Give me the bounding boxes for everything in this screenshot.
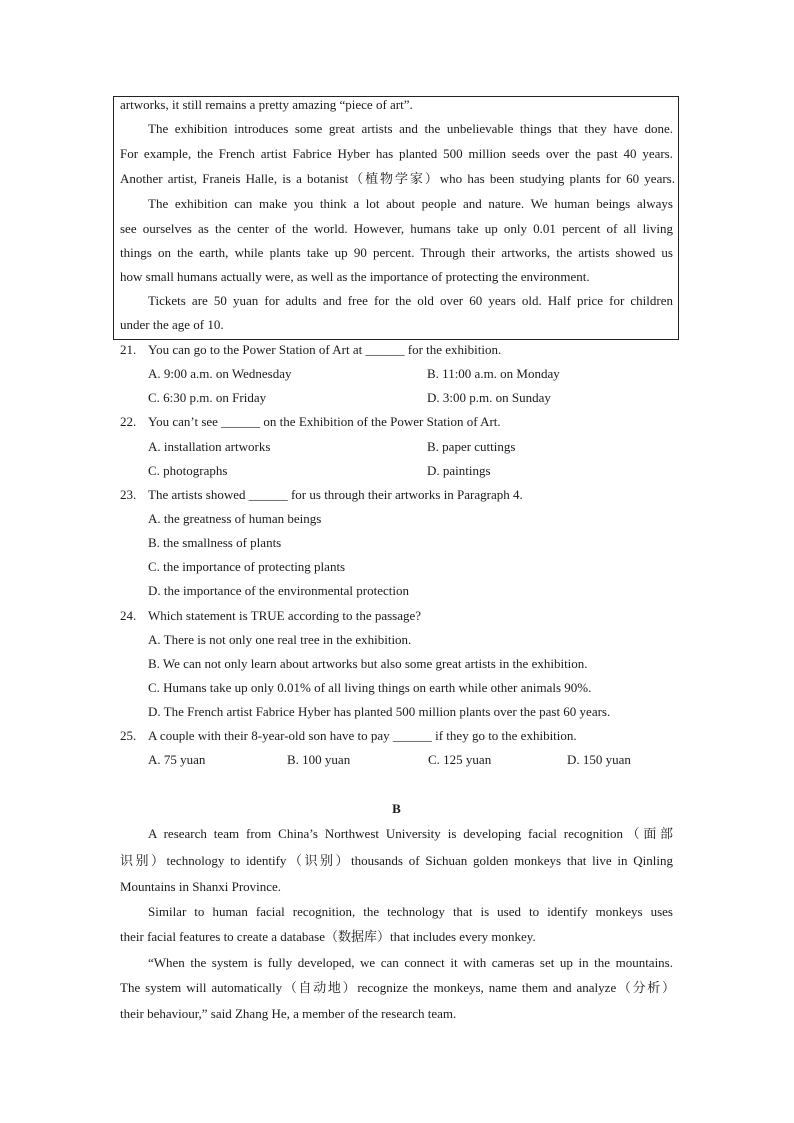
section-heading: B [392, 801, 401, 816]
option: A. 9:00 a.m. on Wednesday [148, 366, 292, 381]
option: B. 100 yuan [287, 752, 351, 767]
option: B. the smallness of plants [148, 535, 282, 550]
question-stem: A couple with their 8-year-old son have to pay ______ if they go to the exhibition. [148, 728, 577, 743]
question-number: 21. [120, 342, 137, 357]
option: D. paintings [427, 463, 491, 478]
passage-line: see ourselves as the center of the world. However, humans take up only 0.01 percent of all living [120, 221, 673, 236]
question-stem: Which statement is TRUE according to the passage? [148, 608, 422, 623]
passage-line: how small humans actually were, as well as the importance of protecting the environment. [120, 269, 590, 284]
option: D. 150 yuan [567, 752, 631, 767]
passage-line: A research team from China’s Northwest University is developing facial recognition（面部 [148, 826, 673, 841]
passage-line: “When the system is fully developed, we can connect it with cameras set up in the mountains. [148, 955, 673, 970]
passage-line: 识别）technology to identify（识别）thousands of Sichuan golden monkeys that live in Qinling [120, 853, 673, 868]
passage-line: Tickets are 50 yuan for adults and free for the old over 60 years old. Half price for children [148, 293, 673, 308]
question-number: 23. [120, 487, 137, 502]
option: A. There is not only one real tree in the exhibition. [148, 632, 412, 647]
option: D. The French artist Fabrice Hyber has planted 500 million plants over the past 60 years. [148, 704, 611, 719]
option: A. installation artworks [148, 439, 271, 454]
question-number: 25. [120, 728, 137, 743]
passage-line: Mountains in Shanxi Province. [120, 879, 282, 894]
passage-line: The exhibition can make you think a lot about people and nature. We human beings always [148, 196, 673, 211]
question-stem: You can’t see ______ on the Exhibition of the Power Station of Art. [148, 414, 501, 429]
question-number: 22. [120, 414, 137, 429]
option: D. the importance of the environmental protection [148, 583, 409, 598]
passage-line: The system will automatically（自动地）recognize the monkeys, name them and analyze（分析） [120, 980, 675, 995]
option: C. 125 yuan [428, 752, 492, 767]
option: A. 75 yuan [148, 752, 206, 767]
question-stem: You can go to the Power Station of Art at ______ for the exhibition. [148, 342, 502, 357]
passage-line: things on the earth, while plants take up 90 percent. Through their artworks, the artists showed us [120, 245, 673, 260]
option: C. Humans take up only 0.01% of all living things on earth while other animals 90%. [148, 680, 592, 695]
passage-line: their behaviour,” said Zhang He, a member of the research team. [120, 1006, 457, 1021]
passage-line: Another artist, Franeis Halle, is a botanist（植物学家）who has been studying plants for 60 years. [120, 171, 675, 186]
option: C. the importance of protecting plants [148, 559, 346, 574]
option: C. 6:30 p.m. on Friday [148, 390, 267, 405]
passage-line: artworks, it still remains a pretty amazing “piece of art”. [120, 97, 413, 112]
question-stem: The artists showed ______ for us through their artworks in Paragraph 4. [148, 487, 523, 502]
passage-line: under the age of 10. [120, 317, 224, 332]
passage-line: The exhibition introduces some great artists and the unbelievable things that they have done. [148, 121, 673, 136]
question-number: 24. [120, 608, 137, 623]
option: B. We can not only learn about artworks but also some great artists in the exhibition. [148, 656, 588, 671]
passage-line: For example, the French artist Fabrice Hyber has planted 500 million seeds over the past 40 years. [120, 146, 673, 161]
option: B. 11:00 a.m. on Monday [427, 366, 560, 381]
option: A. the greatness of human beings [148, 511, 322, 526]
option: D. 3:00 p.m. on Sunday [427, 390, 551, 405]
option: C. photographs [148, 463, 228, 478]
passage-line: Similar to human facial recognition, the technology that is used to identify monkeys uses [148, 904, 673, 919]
option: B. paper cuttings [427, 439, 516, 454]
passage-line: their facial features to create a database（数据库）that includes every monkey. [120, 929, 536, 944]
